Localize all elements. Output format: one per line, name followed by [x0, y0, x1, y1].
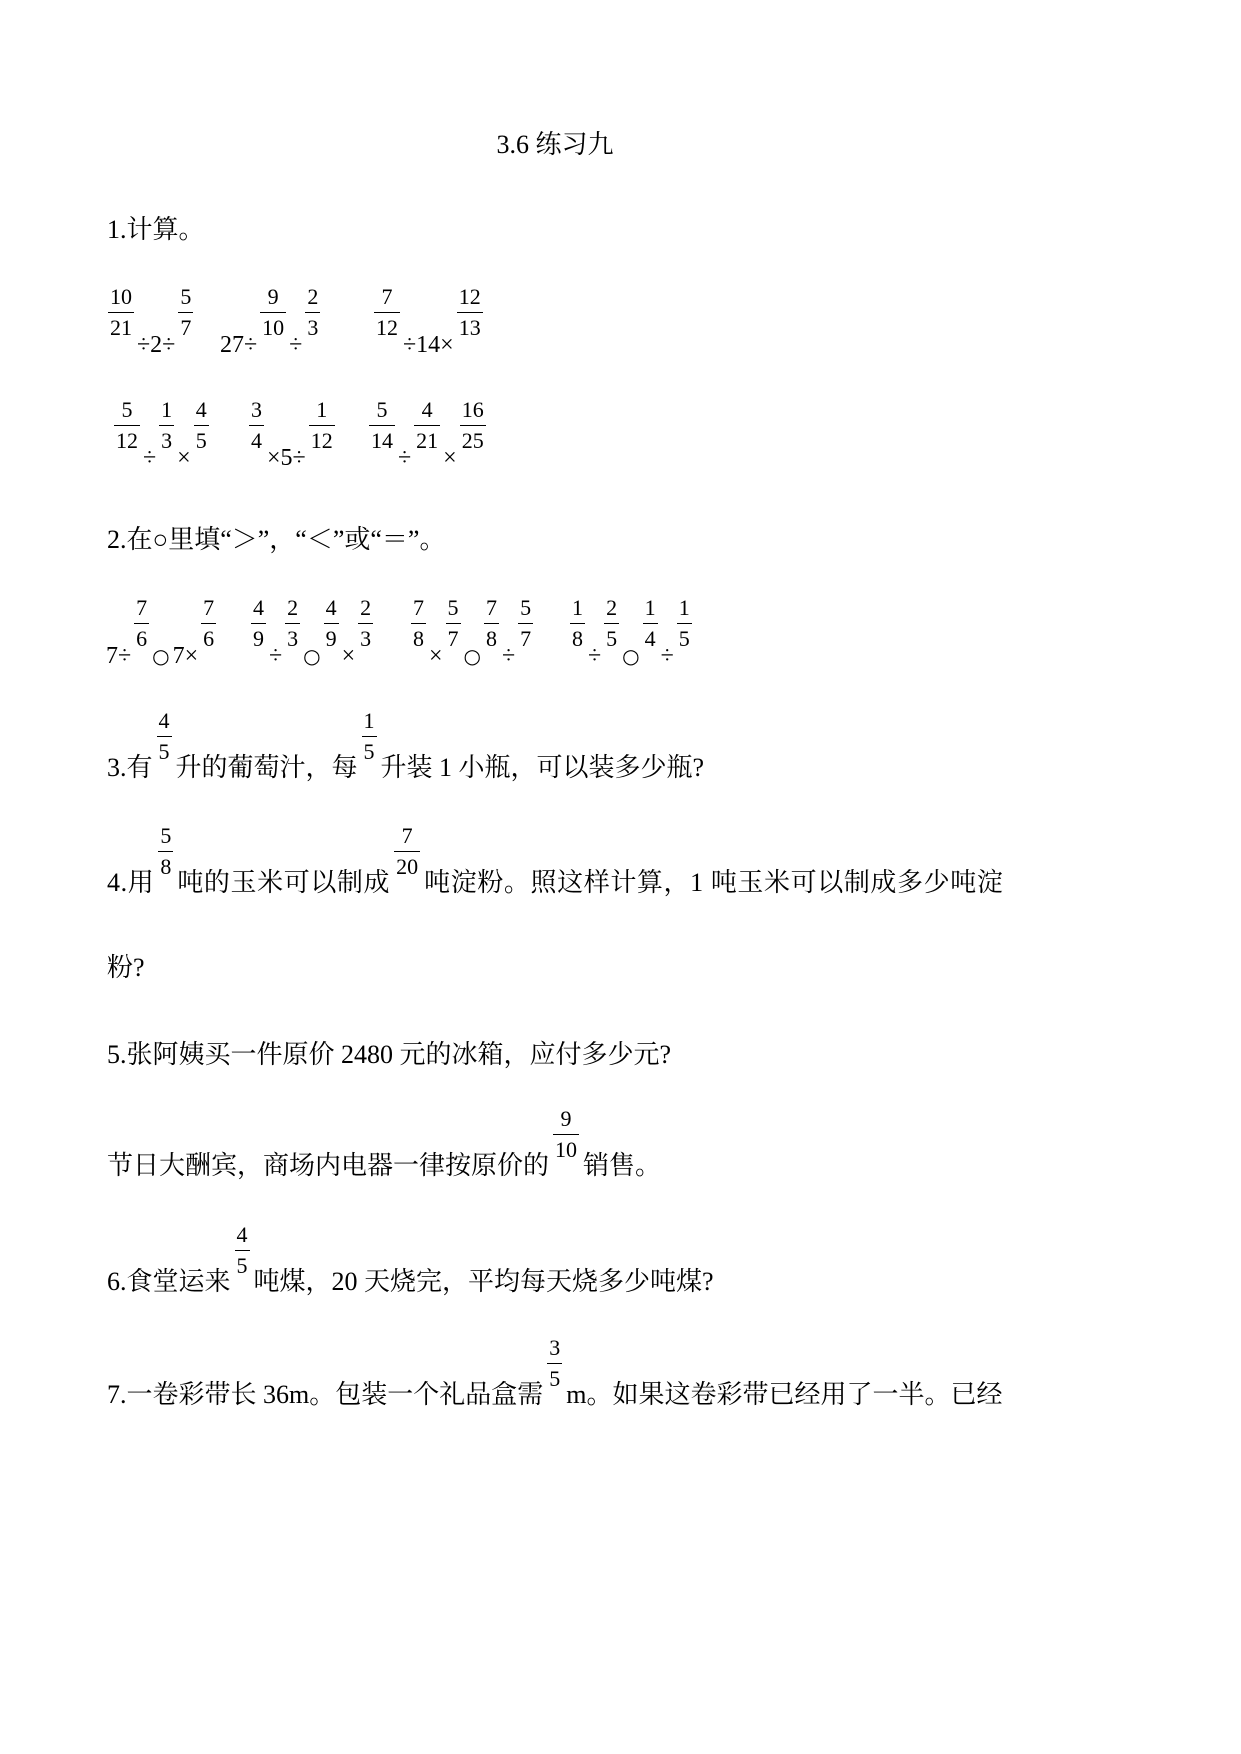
operator: 27÷ [220, 332, 258, 358]
denominator: 8 [160, 854, 172, 879]
fraction [643, 597, 658, 650]
denominator: 5 [236, 1253, 248, 1278]
fraction [362, 710, 377, 763]
fraction [446, 597, 461, 650]
denominator: 8 [572, 626, 583, 651]
operator: × [429, 643, 443, 669]
numerator: 7 [381, 284, 393, 309]
denominator: 12 [310, 428, 333, 453]
fraction-bar [324, 623, 339, 624]
denominator: 20 [396, 854, 419, 879]
numerator: 5 [376, 397, 388, 422]
fraction [194, 399, 209, 452]
question-5: 5.张阿姨买一件原价 2480 元的冰箱，应付多少元? [107, 1040, 672, 1069]
fraction [547, 1337, 562, 1390]
numerator: 1 [363, 708, 375, 733]
denominator: 5 [549, 1366, 561, 1391]
question-7 [107, 1335, 1003, 1409]
question-text: 升的葡萄汁，每 [175, 753, 358, 782]
comparison-2-4 [570, 595, 692, 669]
question-text: m。如果这卷彩带已经用了一半。已经 [566, 1380, 1003, 1409]
fraction-bar [547, 1363, 562, 1364]
fraction-bar [235, 1250, 250, 1251]
denominator: 8 [486, 626, 497, 651]
denominator: 8 [413, 626, 424, 651]
question-text: 吨淀粉。照这样计算，1 吨玉米可以制成多少吨淀 [424, 868, 1004, 897]
operator: ÷ [269, 643, 283, 669]
fraction-bar [201, 623, 216, 624]
fraction [484, 597, 499, 650]
operator: ÷ [660, 643, 674, 669]
question-2-heading: 2.在○里填“＞”，“＜”或“＝”。 [107, 525, 446, 554]
fraction [260, 286, 286, 339]
compare-circle: ○ [463, 644, 481, 668]
numerator: 1 [161, 397, 173, 422]
numerator: 1 [572, 595, 583, 620]
fraction-bar [157, 736, 172, 737]
denominator: 5 [195, 428, 207, 453]
question-text: 销售。 [583, 1151, 662, 1180]
fraction-bar [553, 1134, 579, 1135]
numerator: 9 [560, 1106, 572, 1131]
fraction-bar [114, 425, 140, 426]
fraction-bar [457, 312, 483, 313]
numerator: 2 [360, 595, 372, 620]
denominator: 5 [678, 626, 690, 651]
numerator: 4 [253, 595, 264, 620]
fraction-bar [677, 623, 692, 624]
question-4-continued: 粉? [107, 953, 145, 982]
numerator: 4 [195, 397, 207, 422]
fraction-bar [134, 623, 149, 624]
expression-1-2 [220, 284, 320, 358]
fraction [114, 399, 140, 452]
question-text: 节日大酬宾，商场内电器一律按原价的 [107, 1151, 550, 1180]
numerator: 5 [180, 284, 192, 309]
question-text: 升装 1 小瓶，可以装多少瓶? [380, 753, 705, 782]
numerator: 7 [486, 595, 497, 620]
question-text: 吨煤，20 天烧完，平均每天烧多少吨煤? [253, 1267, 714, 1296]
question-1-heading: 1.计算。 [107, 215, 205, 244]
fraction-bar [249, 425, 264, 426]
fraction-bar [484, 623, 499, 624]
fraction [369, 399, 395, 452]
denominator: 7 [447, 626, 459, 651]
expression-1-1 [108, 284, 193, 358]
operator: × [341, 643, 356, 669]
fraction-bar [570, 623, 585, 624]
fraction [324, 597, 339, 650]
operator: × [177, 445, 191, 471]
question-6 [107, 1222, 714, 1296]
question-3 [107, 708, 705, 782]
fraction-bar [260, 312, 286, 313]
fraction-bar [374, 312, 400, 313]
operator: ÷ [143, 445, 157, 471]
numerator: 1 [316, 397, 328, 422]
numerator: 2 [307, 284, 319, 309]
fraction-bar [643, 623, 658, 624]
operator: ×5÷ [267, 445, 306, 471]
numerator: 4 [236, 1222, 248, 1247]
comparison-2-2 [251, 595, 373, 669]
numerator: 3 [251, 397, 262, 422]
denominator: 4 [251, 428, 262, 453]
numerator: 9 [267, 284, 279, 309]
fraction [134, 597, 149, 650]
operator: ÷ [588, 643, 602, 669]
compare-circle: ○ [152, 644, 170, 668]
fraction [249, 399, 264, 452]
numerator: 2 [606, 595, 618, 620]
fraction-bar [394, 851, 420, 852]
question-5-note [107, 1106, 662, 1180]
denominator: 5 [606, 626, 618, 651]
operator: × [443, 445, 457, 471]
numerator: 7 [401, 823, 413, 848]
numerator: 16 [461, 397, 484, 422]
denominator: 5 [363, 739, 375, 764]
operator: ÷14× [403, 332, 454, 358]
fraction [374, 286, 400, 339]
numerator: 5 [121, 397, 133, 422]
fraction-bar [108, 312, 134, 313]
fraction [553, 1108, 579, 1161]
compare-circle: ○ [622, 644, 640, 668]
fraction [157, 710, 172, 763]
numerator: 10 [110, 284, 132, 309]
denominator: 7 [180, 315, 192, 340]
fraction [251, 597, 266, 650]
numerator: 1 [678, 595, 690, 620]
fraction [285, 597, 300, 650]
question-text: 3.有 [107, 753, 153, 782]
fraction [358, 597, 373, 650]
fraction [677, 597, 692, 650]
fraction [518, 597, 533, 650]
operator: ÷ [502, 643, 516, 669]
fraction-bar [178, 312, 193, 313]
denominator: 12 [376, 315, 398, 340]
denominator: 7 [520, 626, 532, 651]
denominator: 12 [116, 428, 138, 453]
fraction-bar [358, 623, 373, 624]
numerator: 7 [136, 595, 148, 620]
numerator: 3 [549, 1335, 561, 1360]
numerator: 5 [160, 823, 172, 848]
operator: ÷2÷ [137, 332, 176, 358]
comparison-2-3 [411, 595, 533, 669]
fraction-bar [305, 312, 320, 313]
fraction-bar [309, 425, 335, 426]
expression-1-5 [249, 397, 335, 471]
denominator: 3 [161, 428, 173, 453]
fraction [570, 597, 585, 650]
fraction [159, 399, 174, 452]
question-text: 6.食堂运来 [107, 1267, 231, 1296]
fraction-bar [285, 623, 300, 624]
numerator: 5 [447, 595, 459, 620]
numerator: 4 [325, 595, 337, 620]
operator: ÷ [398, 445, 412, 471]
denominator: 13 [458, 315, 481, 340]
numerator: 7 [413, 595, 424, 620]
denominator: 6 [203, 626, 215, 651]
numerator: 12 [458, 284, 481, 309]
expression-1-6 [369, 397, 486, 471]
fraction-bar [604, 623, 619, 624]
compare-circle: ○ [303, 644, 321, 668]
comparison-2-1 [106, 595, 216, 669]
fraction-bar [362, 736, 377, 737]
fraction-bar [411, 623, 426, 624]
denominator: 3 [287, 626, 299, 651]
denominator: 9 [253, 626, 264, 651]
question-4 [107, 823, 1004, 897]
fraction [394, 825, 420, 878]
fraction [235, 1224, 250, 1277]
question-text: 吨的玉米可以制成 [177, 868, 391, 897]
denominator: 10 [555, 1137, 578, 1162]
numerator: 4 [158, 708, 170, 733]
denominator: 3 [307, 315, 319, 340]
fraction [309, 399, 335, 452]
expression-1-4 [114, 397, 209, 471]
numerator: 5 [520, 595, 532, 620]
fraction-bar [194, 425, 209, 426]
denominator: 9 [325, 626, 337, 651]
fraction-bar [159, 425, 174, 426]
fraction [178, 286, 193, 339]
fraction [457, 286, 483, 339]
fraction [460, 399, 486, 452]
page-title: 3.6 练习九 [496, 130, 614, 159]
numerator: 4 [421, 397, 433, 422]
fraction-bar [369, 425, 395, 426]
fraction [604, 597, 619, 650]
fraction [201, 597, 216, 650]
denominator: 5 [158, 739, 170, 764]
denominator: 3 [360, 626, 372, 651]
denominator: 4 [644, 626, 656, 651]
fraction [158, 825, 173, 878]
question-text: 7.一卷彩带长 36m。包装一个礼品盒需 [107, 1380, 544, 1409]
fraction-bar [518, 623, 533, 624]
fraction-bar [460, 425, 486, 426]
fraction-bar [251, 623, 266, 624]
expression-1-3 [374, 284, 483, 358]
fraction-bar [446, 623, 461, 624]
numerator: 1 [644, 595, 656, 620]
numerator: 2 [287, 595, 299, 620]
operator: 7× [172, 643, 199, 669]
numerator: 7 [203, 595, 215, 620]
denominator: 14 [371, 428, 393, 453]
question-text: 4.用 [107, 868, 155, 897]
fraction-bar [414, 425, 440, 426]
fraction [414, 399, 440, 452]
fraction-bar [158, 851, 173, 852]
denominator: 21 [110, 315, 132, 340]
fraction [108, 286, 134, 339]
operator: ÷ [289, 332, 303, 358]
denominator: 6 [136, 626, 148, 651]
fraction [411, 597, 426, 650]
denominator: 10 [262, 315, 285, 340]
denominator: 21 [416, 428, 439, 453]
denominator: 25 [461, 428, 484, 453]
operator: 7÷ [106, 643, 132, 669]
fraction [305, 286, 320, 339]
